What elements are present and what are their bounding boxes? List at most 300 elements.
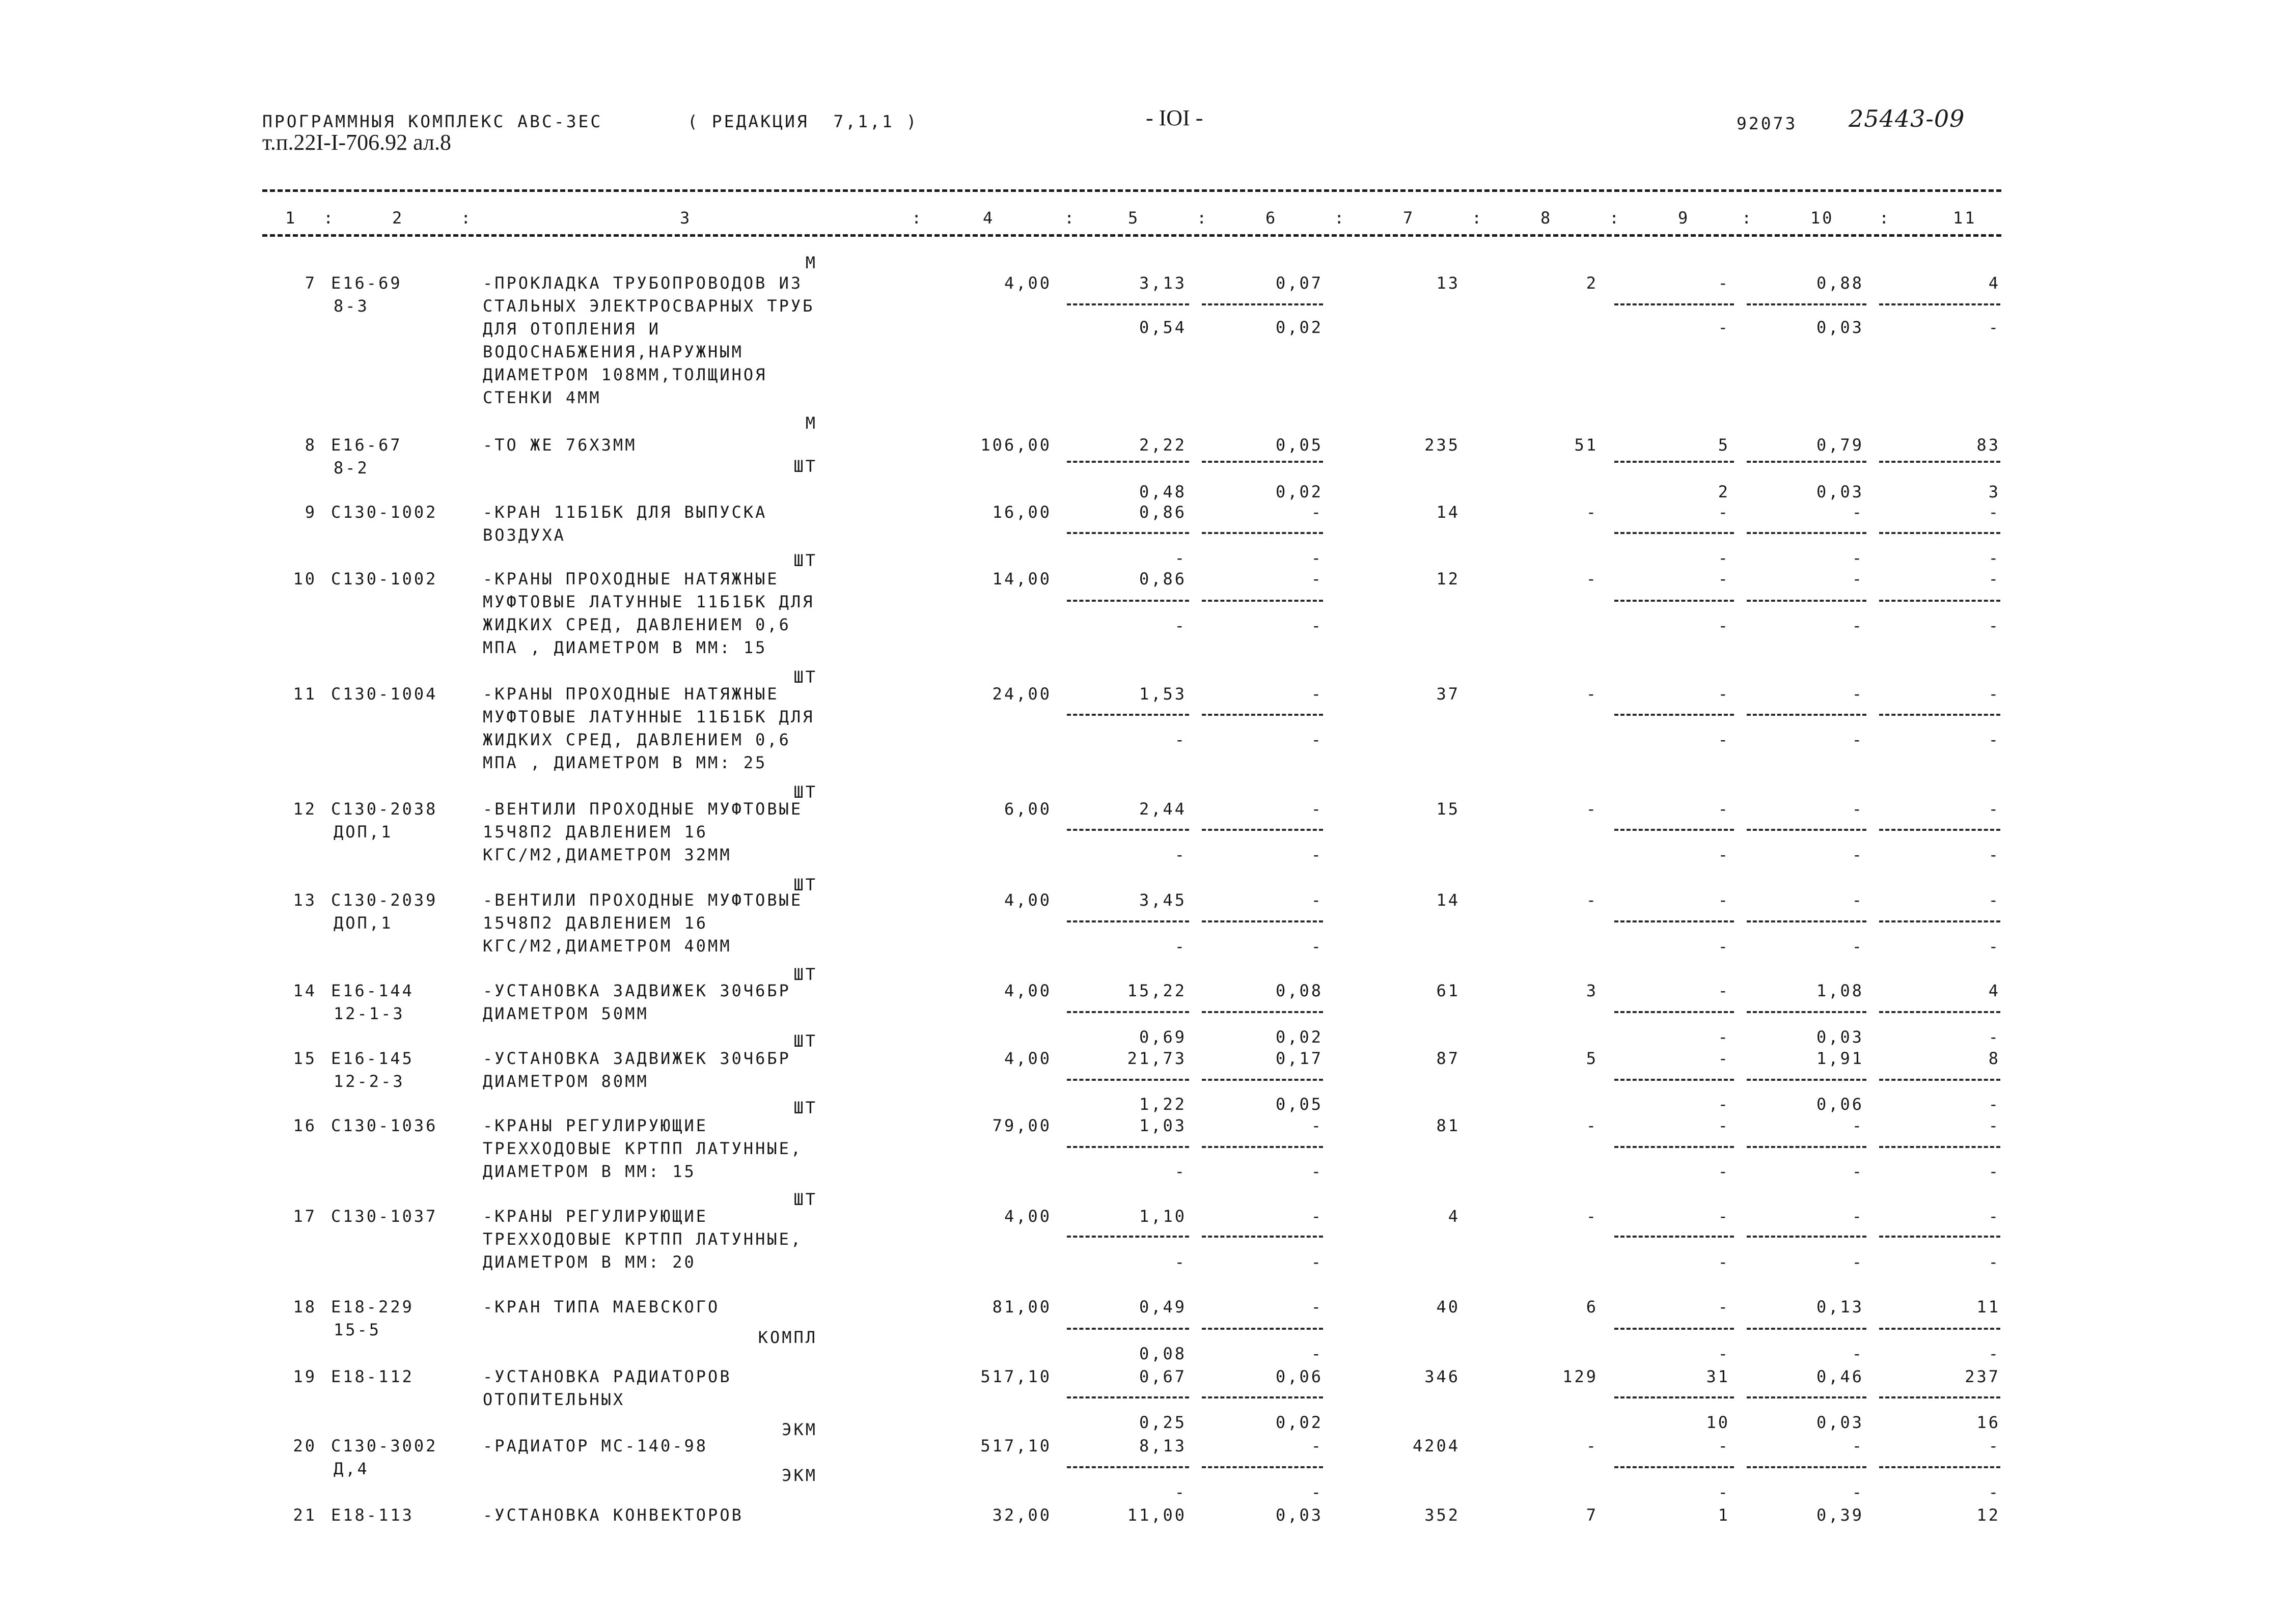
work-description: МПА , ДИАМЕТРОМ В ММ: 25	[483, 753, 767, 772]
unit-of-measure: ШТ	[793, 965, 817, 984]
column-separator-rule	[1747, 1466, 1866, 1468]
value-c6b: -	[1311, 937, 1323, 956]
work-description: -ПРОКЛАДКА ТРУБОПРОВОДОВ ИЗ	[483, 273, 803, 293]
value-c5b: -	[1174, 1252, 1187, 1272]
value-c6b: 0,05	[1275, 1095, 1323, 1114]
value-c11b: 16	[1976, 1413, 2000, 1432]
value-c11: 4	[1988, 273, 2000, 293]
column-divider: :	[461, 208, 471, 228]
column-separator-rule	[1614, 600, 1734, 602]
column-separator-rule	[1202, 532, 1323, 534]
work-description: ЖИДКИХ СРЕД, ДАВЛЕНИЕМ 0,6	[483, 615, 791, 634]
norm-subcode: ДОП,1	[334, 822, 393, 842]
column-divider: :	[323, 208, 334, 228]
quantity: 517,10	[980, 1367, 1052, 1386]
value-c6b: -	[1311, 730, 1323, 749]
column-separator-rule	[1202, 829, 1323, 831]
value-c5: 15,22	[1127, 981, 1187, 1000]
value-c5: 0,49	[1139, 1297, 1187, 1317]
column-separator-rule	[1067, 1236, 1189, 1238]
quantity: 4,00	[1004, 1049, 1052, 1068]
value-c6b: -	[1311, 548, 1323, 568]
column-separator-rule	[1067, 461, 1189, 463]
column-separator-rule	[1614, 920, 1734, 922]
value-c5b: -	[1174, 845, 1187, 864]
quantity: 14,00	[992, 569, 1052, 589]
column-separator-rule	[1747, 714, 1866, 716]
column-separator-rule	[1879, 532, 2000, 534]
column-separator-rule	[1202, 1146, 1323, 1148]
quantity: 517,10	[980, 1436, 1052, 1455]
work-description: СТЕНКИ 4ММ	[483, 388, 601, 407]
document-reference: т.п.22I-I-706.92 ал.8	[262, 130, 451, 155]
row-number: 13	[293, 890, 317, 910]
value-c6: -	[1311, 502, 1323, 522]
column-separator-rule	[1067, 1079, 1189, 1081]
norm-code: С130-1037	[331, 1207, 438, 1226]
row-number: 11	[293, 684, 317, 704]
column-divider: :	[1064, 208, 1075, 228]
column-separator-rule	[1202, 303, 1323, 305]
value-c11b: -	[1988, 1252, 2000, 1272]
work-description: ЖИДКИХ СРЕД, ДАВЛЕНИЕМ 0,6	[483, 730, 791, 749]
column-separator-rule	[1067, 829, 1189, 831]
work-description: -КРАНЫ ПРОХОДНЫЕ НАТЯЖНЫЕ	[483, 684, 779, 704]
value-c10b: -	[1852, 616, 1864, 635]
value-c10b: -	[1852, 937, 1864, 956]
quantity: 16,00	[992, 502, 1052, 522]
unit-of-measure: ЭКМ	[782, 1466, 817, 1485]
value-c8: 6	[1586, 1297, 1598, 1317]
value-c6b: -	[1311, 1162, 1323, 1181]
column-separator-rule	[1067, 1011, 1189, 1013]
value-c11: -	[1988, 799, 2000, 819]
value-c10: -	[1852, 1116, 1864, 1135]
value-c6: -	[1311, 1297, 1323, 1317]
value-c11b: -	[1988, 730, 2000, 749]
column-separator-rule	[1202, 714, 1323, 716]
column-separator-rule	[1747, 1011, 1866, 1013]
column-separator-rule	[1879, 1236, 2000, 1238]
work-description: ДЛЯ ОТОПЛЕНИЯ И	[483, 319, 660, 339]
unit-of-measure: ШТ	[793, 667, 817, 687]
work-description: -РАДИАТОР МС-140-98	[483, 1436, 708, 1455]
value-c5b: 1,22	[1139, 1095, 1187, 1114]
column-separator-rule	[1202, 1011, 1323, 1013]
value-c5: 11,00	[1127, 1505, 1187, 1525]
row-number: 20	[293, 1436, 317, 1455]
work-description: ВОЗДУХА	[483, 525, 566, 545]
column-separator-rule	[1747, 829, 1866, 831]
header-bottom-rule	[262, 234, 2001, 237]
value-c7: 4	[1448, 1207, 1460, 1226]
value-c5: 1,03	[1139, 1116, 1187, 1135]
column-separator-rule	[1747, 1396, 1866, 1398]
value-c11: 11	[1976, 1297, 2000, 1317]
work-description: МУФТОВЫЕ ЛАТУННЫЕ 11Б1БК ДЛЯ	[483, 707, 815, 726]
value-c7: 15	[1436, 799, 1460, 819]
value-c5: 3,45	[1139, 890, 1187, 910]
value-c7: 12	[1436, 569, 1460, 589]
work-description: -КРАН ТИПА МАЕВСКОГО	[483, 1297, 720, 1317]
value-c11b: -	[1988, 1344, 2000, 1363]
value-c6: 0,08	[1275, 981, 1323, 1000]
value-c11: -	[1988, 1207, 2000, 1226]
value-c6b: -	[1311, 1482, 1323, 1502]
value-c6: -	[1311, 1207, 1323, 1226]
value-c9: -	[1718, 684, 1730, 704]
column-number: 5	[1128, 208, 1140, 228]
work-description: -ВЕНТИЛИ ПРОХОДНЫЕ МУФТОВЫЕ	[483, 890, 803, 910]
value-c10: 0,39	[1816, 1505, 1864, 1525]
value-c5b: 0,08	[1139, 1344, 1187, 1363]
value-c8: -	[1586, 502, 1598, 522]
value-c5: 3,13	[1139, 273, 1187, 293]
value-c9b: -	[1718, 1162, 1730, 1181]
row-number: 8	[305, 435, 317, 455]
value-c11b: -	[1988, 1482, 2000, 1502]
edition-label: ( РЕДАКЦИЯ 7,1,1 )	[687, 111, 919, 131]
value-c10: 0,79	[1816, 435, 1864, 455]
norm-code: С130-1002	[331, 569, 438, 589]
work-description: ТРЕХХОДОВЫЕ КРТПП ЛАТУННЫЕ,	[483, 1229, 803, 1249]
value-c9b: -	[1718, 1482, 1730, 1502]
row-number: 17	[293, 1207, 317, 1226]
column-separator-rule	[1747, 600, 1866, 602]
column-number: 2	[392, 208, 404, 228]
value-c9b: -	[1718, 730, 1730, 749]
value-c6: -	[1311, 569, 1323, 589]
value-c11: -	[1988, 1116, 2000, 1135]
norm-code: Е16-144	[331, 981, 414, 1000]
work-description: -КРАН 11Б1БК ДЛЯ ВЫПУСКА	[483, 502, 767, 522]
value-c7: 352	[1424, 1505, 1460, 1525]
column-number: 11	[1953, 208, 1977, 228]
column-number: 8	[1540, 208, 1553, 228]
value-c5: 1,10	[1139, 1207, 1187, 1226]
column-separator-rule	[1747, 461, 1866, 463]
unit-of-measure: ШТ	[793, 1031, 817, 1051]
value-c6: 0,06	[1275, 1367, 1323, 1386]
column-separator-rule	[1202, 1328, 1323, 1330]
quantity: 32,00	[992, 1505, 1052, 1525]
column-separator-rule	[1067, 532, 1189, 534]
row-number: 10	[293, 569, 317, 589]
value-c7: 81	[1436, 1116, 1460, 1135]
value-c6b: -	[1311, 845, 1323, 864]
work-description: ВОДОСНАБЖЕНИЯ,НАРУЖНЫМ	[483, 342, 743, 361]
norm-subcode: Д,4	[334, 1459, 369, 1478]
quantity: 79,00	[992, 1116, 1052, 1135]
column-separator-rule	[1879, 920, 2000, 922]
value-c9: -	[1718, 273, 1730, 293]
column-separator-rule	[1747, 303, 1866, 305]
value-c7: 4204	[1412, 1436, 1460, 1455]
value-c8: -	[1586, 684, 1598, 704]
column-separator-rule	[1202, 461, 1323, 463]
column-number: 10	[1810, 208, 1834, 228]
quantity: 24,00	[992, 684, 1052, 704]
column-separator-rule	[1614, 461, 1734, 463]
column-divider: :	[1879, 208, 1889, 228]
value-c10: 0,13	[1816, 1297, 1864, 1317]
value-c9: 1	[1718, 1505, 1730, 1525]
column-separator-rule	[1067, 600, 1189, 602]
unit-of-measure: ШТ	[793, 551, 817, 570]
column-number: 6	[1265, 208, 1278, 228]
value-c9: -	[1718, 1049, 1730, 1068]
value-c7: 37	[1436, 684, 1460, 704]
work-description: -КРАНЫ РЕГУЛИРУЮЩИЕ	[483, 1116, 708, 1135]
value-c6: -	[1311, 1116, 1323, 1135]
column-number: 9	[1678, 208, 1690, 228]
value-c8: -	[1586, 799, 1598, 819]
value-c7: 87	[1436, 1049, 1460, 1068]
column-separator-rule	[1067, 303, 1189, 305]
quantity: 4,00	[1004, 1207, 1052, 1226]
value-c6b: 0,02	[1275, 1413, 1323, 1432]
value-c5: 21,73	[1127, 1049, 1187, 1068]
value-c10: 1,08	[1816, 981, 1864, 1000]
value-c5b: 0,48	[1139, 482, 1187, 501]
value-c11: -	[1988, 684, 2000, 704]
value-c11: -	[1988, 890, 2000, 910]
value-c10: -	[1852, 502, 1864, 522]
column-separator-rule	[1202, 1079, 1323, 1081]
column-divider: :	[1609, 208, 1619, 228]
value-c5b: -	[1174, 937, 1187, 956]
value-c10b: -	[1852, 1252, 1864, 1272]
norm-code: С130-1002	[331, 502, 438, 522]
work-description: ДИАМЕТРОМ В ММ: 20	[483, 1252, 696, 1272]
value-c5: 0,86	[1139, 502, 1187, 522]
value-c9b: -	[1718, 548, 1730, 568]
value-c6: -	[1311, 1436, 1323, 1455]
value-c9b: -	[1718, 1344, 1730, 1363]
column-separator-rule	[1614, 829, 1734, 831]
value-c9: 31	[1706, 1367, 1730, 1386]
handwritten-number: 25443-09	[1849, 105, 1965, 132]
row-number: 9	[305, 502, 317, 522]
column-separator-rule	[1202, 600, 1323, 602]
value-c5b: 0,54	[1139, 318, 1187, 337]
value-c9b: -	[1718, 937, 1730, 956]
value-c10b: 0,06	[1816, 1095, 1864, 1114]
unit-of-measure: ЭКМ	[782, 1420, 817, 1439]
value-c11: 8	[1988, 1049, 2000, 1068]
value-c5: 1,53	[1139, 684, 1187, 704]
unit-of-measure: ШТ	[793, 782, 817, 802]
value-c8: -	[1586, 890, 1598, 910]
value-c7: 235	[1424, 435, 1460, 455]
column-separator-rule	[1879, 1466, 2000, 1468]
value-c5: 2,22	[1139, 435, 1187, 455]
value-c5: 8,13	[1139, 1436, 1187, 1455]
value-c6: 0,17	[1275, 1049, 1323, 1068]
value-c5: 0,67	[1139, 1367, 1187, 1386]
value-c7: 40	[1436, 1297, 1460, 1317]
value-c11b: -	[1988, 548, 2000, 568]
column-separator-rule	[1614, 1396, 1734, 1398]
column-separator-rule	[1879, 829, 2000, 831]
work-description: -УСТАНОВКА ЗАДВИЖЕК 30Ч6БР	[483, 981, 791, 1000]
value-c11b: -	[1988, 1095, 2000, 1114]
column-number: 3	[680, 208, 692, 228]
column-separator-rule	[1067, 1396, 1189, 1398]
norm-code: Е16-145	[331, 1049, 414, 1068]
value-c10b: 0,03	[1816, 1413, 1864, 1432]
column-separator-rule	[1879, 714, 2000, 716]
value-c8: 7	[1586, 1505, 1598, 1525]
work-description: -ВЕНТИЛИ ПРОХОДНЫЕ МУФТОВЫЕ	[483, 799, 803, 819]
value-c6b: 0,02	[1275, 482, 1323, 501]
column-separator-rule	[1747, 532, 1866, 534]
value-c11: 83	[1976, 435, 2000, 455]
value-c9: -	[1718, 1207, 1730, 1226]
value-c11b: 3	[1988, 482, 2000, 501]
work-description: -КРАНЫ ПРОХОДНЫЕ НАТЯЖНЫЕ	[483, 569, 779, 589]
column-separator-rule	[1614, 1146, 1734, 1148]
value-c6: -	[1311, 684, 1323, 704]
value-c11b: -	[1988, 1027, 2000, 1047]
column-separator-rule	[1747, 1146, 1866, 1148]
value-c8: -	[1586, 1116, 1598, 1135]
value-c6: -	[1311, 799, 1323, 819]
value-c10b: 0,03	[1816, 482, 1864, 501]
work-description: 15Ч8П2 ДАВЛЕНИЕМ 16	[483, 913, 708, 933]
norm-code: Е18-113	[331, 1505, 414, 1525]
norm-code: Е18-112	[331, 1367, 414, 1386]
value-c6: 0,03	[1275, 1505, 1323, 1525]
norm-subcode: 12-2-3	[334, 1072, 405, 1091]
program-name: ПРОГРАММНЫЯ КОМПЛЕКС АВС-3ЕС	[262, 111, 603, 131]
value-c6b: -	[1311, 1344, 1323, 1363]
column-separator-rule	[1879, 1328, 2000, 1330]
value-c10: -	[1852, 569, 1864, 589]
value-c10b: -	[1852, 1482, 1864, 1502]
value-c10: -	[1852, 1207, 1864, 1226]
norm-code: С130-2038	[331, 799, 438, 819]
value-c8: -	[1586, 1436, 1598, 1455]
value-c9: -	[1718, 1297, 1730, 1317]
row-number: 12	[293, 799, 317, 819]
quantity: 6,00	[1004, 799, 1052, 819]
column-separator-rule	[1067, 1146, 1189, 1148]
value-c9b: 10	[1706, 1413, 1730, 1432]
value-c7: 13	[1436, 273, 1460, 293]
value-c10b: -	[1852, 548, 1864, 568]
value-c5b: -	[1174, 730, 1187, 749]
column-separator-rule	[1747, 1236, 1866, 1238]
column-separator-rule	[1614, 1236, 1734, 1238]
column-separator-rule	[1879, 303, 2000, 305]
row-number: 18	[293, 1297, 317, 1317]
column-separator-rule	[1202, 1236, 1323, 1238]
work-description: 15Ч8П2 ДАВЛЕНИЕМ 16	[483, 822, 708, 842]
work-description: ТРЕХХОДОВЫЕ КРТПП ЛАТУННЫЕ,	[483, 1139, 803, 1158]
column-separator-rule	[1879, 600, 2000, 602]
work-description: КГС/М2,ДИАМЕТРОМ 40ММ	[483, 936, 732, 956]
value-c10b: -	[1852, 1162, 1864, 1181]
value-c5b: 0,69	[1139, 1027, 1187, 1047]
work-description: -УСТАНОВКА КОНВЕКТОРОВ	[483, 1505, 743, 1525]
value-c6b: 0,02	[1275, 1027, 1323, 1047]
value-c6b: -	[1311, 616, 1323, 635]
value-c8: 3	[1586, 981, 1598, 1000]
quantity: 4,00	[1004, 273, 1052, 293]
unit-of-measure: ШТ	[793, 1190, 817, 1209]
row-number: 15	[293, 1049, 317, 1068]
value-c9: -	[1718, 502, 1730, 522]
column-separator-rule	[1067, 920, 1189, 922]
column-separator-rule	[1614, 1466, 1734, 1468]
value-c11: -	[1988, 569, 2000, 589]
norm-subcode: 8-2	[334, 458, 369, 478]
value-c7: 14	[1436, 890, 1460, 910]
column-separator-rule	[1747, 1328, 1866, 1330]
norm-code: Е16-69	[331, 273, 402, 293]
work-description: МУФТОВЫЕ ЛАТУННЫЕ 11Б1БК ДЛЯ	[483, 592, 815, 611]
value-c5b: -	[1174, 616, 1187, 635]
value-c9: -	[1718, 569, 1730, 589]
value-c11: -	[1988, 1436, 2000, 1455]
column-separator-rule	[1879, 461, 2000, 463]
unit-of-measure: ШТ	[793, 1098, 817, 1117]
value-c11: 12	[1976, 1505, 2000, 1525]
work-description: ДИАМЕТРОМ 80ММ	[483, 1072, 649, 1091]
value-c5: 0,86	[1139, 569, 1187, 589]
value-c9b: -	[1718, 845, 1730, 864]
value-c11b: -	[1988, 1162, 2000, 1181]
value-c11b: -	[1988, 616, 2000, 635]
column-divider: :	[1742, 208, 1752, 228]
value-c9b: -	[1718, 616, 1730, 635]
column-separator-rule	[1879, 1396, 2000, 1398]
top-rule	[262, 189, 2001, 192]
norm-subcode: ДОП,1	[334, 913, 393, 933]
value-c5b: -	[1174, 1162, 1187, 1181]
page-number: - IOI -	[1146, 105, 1203, 130]
column-separator-rule	[1747, 920, 1866, 922]
value-c11: 4	[1988, 981, 2000, 1000]
column-number: 4	[983, 208, 995, 228]
unit-of-measure: КОМПЛ	[758, 1328, 817, 1347]
quantity: 4,00	[1004, 981, 1052, 1000]
value-c5: 2,44	[1139, 799, 1187, 819]
value-c7: 346	[1424, 1367, 1460, 1386]
value-c10b: -	[1852, 730, 1864, 749]
value-c10b: -	[1852, 1344, 1864, 1363]
value-c10b: 0,03	[1816, 318, 1864, 337]
work-description: МПА , ДИАМЕТРОМ В ММ: 15	[483, 638, 767, 657]
value-c9: -	[1718, 981, 1730, 1000]
work-description: ДИАМЕТРОМ 108ММ,ТОЛЩИНОЯ	[483, 365, 767, 384]
work-description: ДИАМЕТРОМ 50ММ	[483, 1004, 649, 1023]
value-c11b: -	[1988, 937, 2000, 956]
value-c10b: -	[1852, 845, 1864, 864]
column-separator-rule	[1879, 1146, 2000, 1148]
value-c8: 5	[1586, 1049, 1598, 1068]
norm-code: Е16-67	[331, 435, 402, 455]
value-c8: -	[1586, 569, 1598, 589]
norm-code: Е18-229	[331, 1297, 414, 1317]
quantity: 106,00	[980, 435, 1052, 455]
value-c6: -	[1311, 890, 1323, 910]
row-number: 14	[293, 981, 317, 1000]
column-separator-rule	[1879, 1079, 2000, 1081]
value-c11: -	[1988, 502, 2000, 522]
value-c7: 14	[1436, 502, 1460, 522]
